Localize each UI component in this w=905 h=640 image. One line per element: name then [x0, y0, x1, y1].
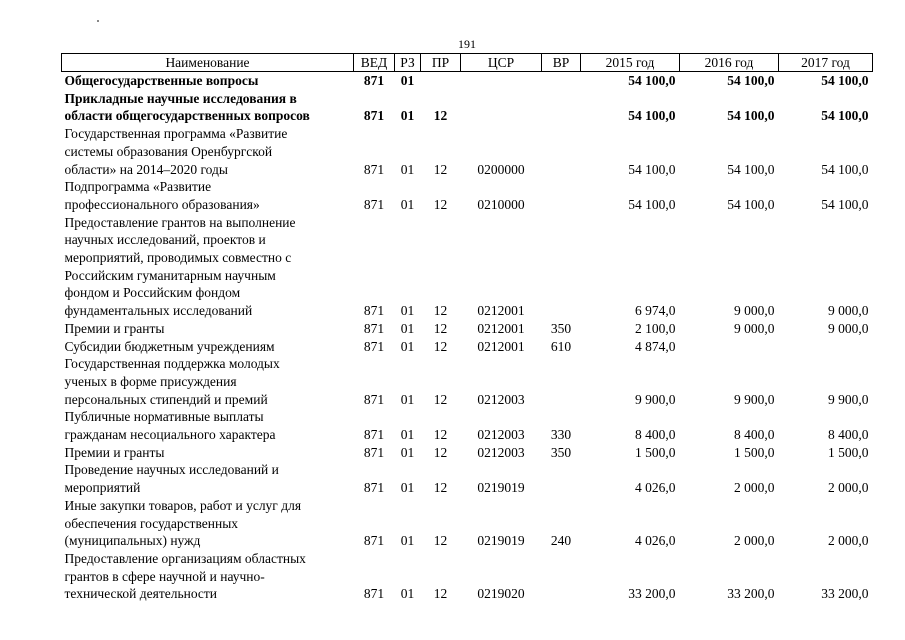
csr-cell: 0212003: [477, 444, 525, 460]
row-name-line: гражданам несоциального характера: [64, 427, 276, 443]
csr-cell: 0200000: [477, 161, 525, 177]
row-name-line: научных исследований, проектов и: [64, 232, 266, 248]
csr-cell: [461, 72, 542, 90]
ved-cell: 871: [363, 427, 385, 443]
amount-2017: 54 100,0: [821, 108, 869, 124]
amount-2016: 9 000,0: [734, 303, 775, 319]
csr-cell: 0219020: [477, 586, 525, 602]
table-row: [62, 90, 873, 125]
pr-cell: 12: [433, 533, 448, 549]
row-name-line: области» на 2014–2020 годы: [64, 161, 228, 177]
ved-cell: 871: [363, 196, 385, 212]
amount-2017: 54 100,0: [821, 161, 869, 177]
row-name-line: системы образования Оренбургской: [64, 143, 273, 159]
pr-cell: 12: [433, 444, 448, 460]
table-row: [62, 355, 873, 408]
row-name: [62, 125, 354, 178]
table-row: [62, 408, 873, 443]
row-name-line: Предоставление грантов на выполнение: [64, 214, 296, 230]
row-name-line: Государственная программа «Развитие: [64, 126, 288, 142]
ved-cell: 871: [363, 161, 385, 177]
amount-2015: 54 100,0: [628, 108, 676, 124]
rz-cell: 01: [400, 391, 415, 407]
csr-cell: 0212003: [477, 391, 525, 407]
amount-2015: 54 100,0: [628, 73, 676, 88]
rz-cell: 01: [400, 480, 415, 496]
rz-cell: 01: [400, 196, 415, 212]
pr-cell: 12: [433, 480, 448, 496]
amount-2017: 33 200,0: [821, 586, 869, 602]
row-name-line: Публичные нормативные выплаты: [64, 409, 264, 425]
vr-cell: [542, 178, 581, 213]
amount-2015: 33 200,0: [628, 586, 676, 602]
amount-2015: 8 400,0: [635, 427, 676, 443]
row-name-line: Российским гуманитарным научным: [64, 267, 276, 283]
amount-2015: 9 900,0: [635, 391, 676, 407]
row-name-line: обеспечения государственных: [64, 515, 239, 531]
ved-cell: 871: [363, 480, 385, 496]
table-row: [62, 320, 873, 338]
amount-2017: [779, 338, 873, 356]
rz-cell: 01: [400, 427, 415, 443]
row-name-line: (муниципальных) нужд: [64, 533, 201, 549]
row-name-line: ученых в форме присуждения: [64, 373, 237, 389]
amount-2015: 54 100,0: [628, 196, 676, 212]
amount-2016: 9 000,0: [734, 320, 775, 336]
row-name-line: Прикладные научные исследования в: [64, 90, 297, 106]
row-name-line: мероприятий, проводимых совместно с: [64, 250, 292, 266]
csr-cell: [461, 90, 542, 125]
row-name-line: Государственная поддержка молодых: [64, 356, 280, 372]
row-name: [62, 214, 354, 320]
pr-cell: 12: [433, 427, 448, 443]
row-name: [62, 408, 354, 443]
amount-2017: 9 000,0: [828, 303, 869, 319]
row-name: [62, 338, 354, 356]
header-pr: ПР: [421, 54, 461, 72]
rz-cell: 01: [400, 73, 415, 88]
table-header-row: [62, 54, 873, 72]
rz-cell: 01: [400, 338, 415, 354]
vr-cell: [542, 72, 581, 90]
page-number: 191: [458, 37, 476, 51]
table-row: [62, 497, 873, 550]
vr-cell: [542, 125, 581, 178]
vr-cell: [542, 461, 581, 496]
header-rz: РЗ: [395, 54, 421, 72]
pr-cell: 12: [433, 108, 448, 124]
row-name-line: технической деятельности: [64, 586, 218, 602]
row-name-line: Подпрограмма «Развитие: [64, 179, 212, 195]
pr-cell: 12: [433, 196, 448, 212]
ved-cell: 871: [363, 73, 385, 88]
amount-2016: 54 100,0: [727, 196, 775, 212]
row-name-line: Субсидии бюджетным учреждениям: [64, 338, 275, 354]
rz-cell: 01: [400, 586, 415, 602]
vr-cell: 350: [550, 444, 572, 460]
ved-cell: 871: [363, 391, 385, 407]
header-2015: 2015 год: [581, 54, 680, 72]
amount-2015: 1 500,0: [635, 444, 676, 460]
table-row: [62, 214, 873, 320]
header-vr: ВР: [542, 54, 581, 72]
amount-2015: 4 026,0: [635, 533, 676, 549]
csr-cell: 0219019: [477, 480, 525, 496]
budget-table: [61, 53, 873, 603]
row-name: [62, 461, 354, 496]
row-name-line: профессионального образования»: [64, 196, 260, 212]
pr-cell: 12: [433, 338, 448, 354]
rz-cell: 01: [400, 108, 415, 124]
pr-cell: 12: [433, 161, 448, 177]
csr-cell: 0212003: [477, 427, 525, 443]
row-name-line: области общегосударственных вопросов: [64, 108, 310, 124]
amount-2017: 2 000,0: [828, 480, 869, 496]
pr-cell: 12: [433, 586, 448, 602]
row-name-line: Общегосударственные вопросы: [64, 73, 259, 88]
pr-cell: 12: [433, 391, 448, 407]
row-name: [62, 497, 354, 550]
amount-2016: 54 100,0: [727, 73, 775, 88]
rz-cell: 01: [400, 320, 415, 336]
row-name-line: фондом и Российским фондом: [64, 285, 241, 301]
amount-2016: 33 200,0: [727, 586, 775, 602]
row-name: [62, 444, 354, 462]
pr-cell: 12: [433, 303, 448, 319]
ved-cell: 871: [363, 533, 385, 549]
csr-cell: 0212001: [477, 320, 525, 336]
ved-cell: 871: [363, 303, 385, 319]
row-name-line: Проведение научных исследований и: [64, 462, 279, 478]
ved-cell: 871: [363, 444, 385, 460]
pr-cell: [421, 72, 461, 90]
row-name-line: фундаментальных исследований: [64, 303, 253, 319]
csr-cell: 0212001: [477, 338, 525, 354]
row-name: [62, 72, 354, 90]
amount-2016: 54 100,0: [727, 161, 775, 177]
amount-2015: 4 874,0: [635, 338, 676, 354]
ved-cell: 871: [363, 586, 385, 602]
vr-cell: 240: [550, 533, 572, 549]
amount-2016: [680, 338, 779, 356]
ved-cell: 871: [363, 108, 385, 124]
row-name-line: мероприятий: [64, 480, 141, 496]
table-row: [62, 125, 873, 178]
vr-cell: [542, 550, 581, 603]
amount-2017: 54 100,0: [821, 196, 869, 212]
csr-cell: 0219019: [477, 533, 525, 549]
amount-2016: 1 500,0: [734, 444, 775, 460]
table-row: [62, 338, 873, 356]
table-row: [62, 461, 873, 496]
amount-2017: 1 500,0: [828, 444, 869, 460]
rz-cell: 01: [400, 533, 415, 549]
row-name: [62, 320, 354, 338]
header-csr: ЦСР: [461, 54, 542, 72]
row-name: [62, 550, 354, 603]
row-name-line: Премии и гранты: [64, 320, 165, 336]
amount-2016: 2 000,0: [734, 480, 775, 496]
row-name-line: грантов в сфере научной и научно-: [64, 568, 265, 584]
amount-2015: 4 026,0: [635, 480, 676, 496]
header-name: Наименование: [62, 54, 354, 72]
csr-cell: 0212001: [477, 303, 525, 319]
vr-cell: [542, 355, 581, 408]
rz-cell: 01: [400, 444, 415, 460]
row-name-line: Предоставление организациям областных: [64, 550, 306, 566]
amount-2015: 2 100,0: [635, 320, 676, 336]
amount-2017: 9 000,0: [828, 320, 869, 336]
vr-cell: 330: [550, 427, 572, 443]
row-name: [62, 355, 354, 408]
header-2016: 2016 год: [680, 54, 779, 72]
csr-cell: 0210000: [477, 196, 525, 212]
rz-cell: 01: [400, 303, 415, 319]
amount-2016: 2 000,0: [734, 533, 775, 549]
ved-cell: 871: [363, 338, 385, 354]
row-name-line: Премии и гранты: [64, 444, 165, 460]
amount-2016: 54 100,0: [727, 108, 775, 124]
amount-2017: 9 900,0: [828, 391, 869, 407]
row-name-line: Иные закупки товаров, работ и услуг для: [64, 497, 302, 513]
rz-cell: 01: [400, 161, 415, 177]
amount-2016: 9 900,0: [734, 391, 775, 407]
amount-2017: 8 400,0: [828, 427, 869, 443]
vr-cell: 610: [550, 338, 572, 354]
amount-2016: 8 400,0: [734, 427, 775, 443]
row-name: [62, 178, 354, 213]
ved-cell: 871: [363, 320, 385, 336]
table-row: [62, 444, 873, 462]
vr-cell: 350: [550, 320, 572, 336]
vr-cell: [542, 90, 581, 125]
amount-2015: 54 100,0: [628, 161, 676, 177]
row-name: [62, 90, 354, 125]
table-row: [62, 178, 873, 213]
header-2017: 2017 год: [779, 54, 873, 72]
table-body: [62, 72, 873, 604]
amount-2017: 54 100,0: [821, 73, 869, 88]
table-row: [62, 72, 873, 90]
header-ved: ВЕД: [354, 54, 395, 72]
table-row: [62, 550, 873, 603]
row-name-line: персональных стипендий и премий: [64, 391, 268, 407]
pr-cell: 12: [433, 320, 448, 336]
vr-cell: [542, 214, 581, 320]
amount-2017: 2 000,0: [828, 533, 869, 549]
amount-2015: 6 974,0: [635, 303, 676, 319]
scan-speck: [97, 20, 99, 22]
